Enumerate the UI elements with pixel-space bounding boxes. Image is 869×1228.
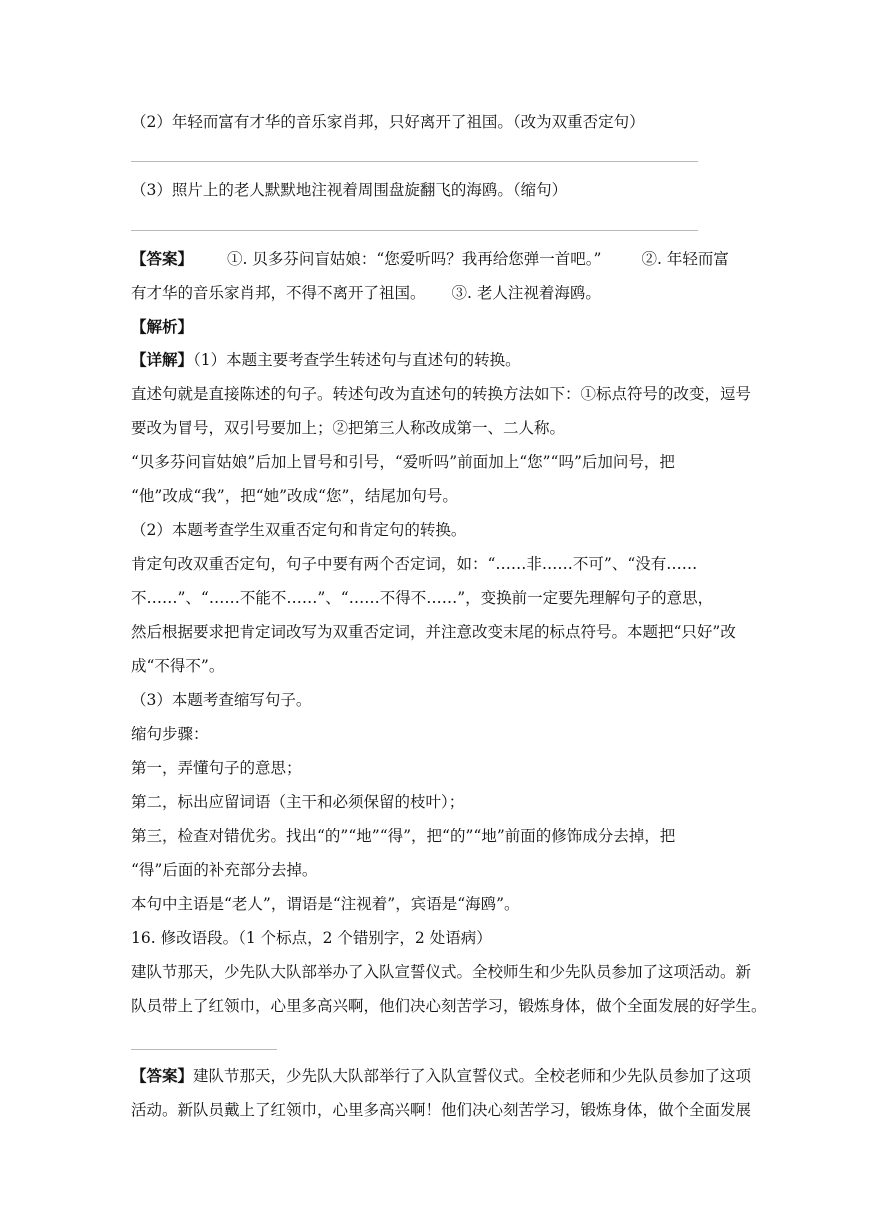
section-divider bbox=[131, 1049, 277, 1050]
detail-line: 成“不得不”。 bbox=[131, 657, 225, 675]
answer-16-text-1: 建队节那天，少先队大队部举行了入队宣誓仪式。全校老师和少先队员参加了这项 bbox=[193, 1067, 752, 1085]
answer-item-2-end: 有才华的音乐家肖邦，不得不离开了祖国。 bbox=[131, 284, 426, 302]
answer-label: 【答案】 bbox=[131, 1066, 194, 1085]
answer-line-3 bbox=[131, 230, 698, 231]
detail-line: 直述句就是直接陈述的句子。转述句改为直述句的转换方法如下：①标点符号的改变，逗号 bbox=[131, 385, 752, 403]
question-2: （2）年轻而富有才华的音乐家肖邦，只好离开了祖国。（改为双重否定句） bbox=[131, 113, 645, 131]
question-16-text-1: 建队节那天，少先队大队部举办了入队宣誓仪式。全校师生和少先队员参加了这项活动。新 bbox=[131, 963, 752, 981]
analysis-label: 【解析】 bbox=[131, 317, 194, 336]
question-16-title: 16. 修改语段。（1 个标点，2 个错别字，2 处语病） bbox=[131, 929, 492, 947]
detail-line: （3）本题考查缩写句子。 bbox=[131, 691, 312, 709]
answer-15-line-2 bbox=[131, 282, 601, 304]
question-16-text-2: 队员带上了红领巾，心里多高兴啊，他们决心刻苦学习，锻炼身体，做个全面发展的好学生。 bbox=[131, 997, 767, 1015]
detail-line: 不……”、“……不能不……”、“……不得不……”，变换前一定要先理解句子的意思， bbox=[131, 589, 714, 607]
answer-label: 【答案】 bbox=[131, 249, 194, 268]
detail-label: 【详解】 bbox=[131, 350, 194, 369]
detail-line: 肯定句改双重否定句，句子中要有两个否定词，如：“……非……不可”、“没有…… bbox=[131, 555, 698, 573]
question-3: （3）照片上的老人默默地注视着周围盘旋翻飞的海鸥。（缩句） bbox=[131, 181, 568, 199]
detail-line-1 bbox=[131, 349, 521, 371]
answer-item-3: ③. 老人注视着海鸥。 bbox=[451, 284, 601, 302]
detail-line: “他”改成“我”，把“她”改成“您”，结尾加句号。 bbox=[131, 487, 458, 505]
detail-line: 第二，标出应留词语（主干和必须保留的枝叶）； bbox=[131, 793, 465, 811]
detail-line: 然后根据要求把肯定词改写为双重否定词，并注意改变末尾的标点符号。本题把“只好”改 bbox=[131, 623, 736, 641]
detail-intro: （1）本题主要考查学生转述句与直述句的转换。 bbox=[193, 351, 521, 369]
answer-15-line-1 bbox=[131, 248, 729, 270]
answer-item-2-start: ②. 年轻而富 bbox=[641, 250, 729, 268]
detail-line: “贝多芬问盲姑娘”后加上冒号和引号，“爱听吗”前面加上“您”“吗”后加问号，把 bbox=[131, 453, 675, 471]
detail-line: “得”后面的补充部分去掉。 bbox=[131, 861, 318, 879]
answer-16-text-2: 活动。新队员戴上了红领巾，心里多高兴啊！他们决心刻苦学习，锻炼身体，做个全面发展 bbox=[131, 1101, 752, 1119]
detail-line: 缩句步骤： bbox=[131, 725, 209, 743]
detail-line: 第一，弄懂句子的意思； bbox=[131, 759, 302, 777]
detail-line: 本句中主语是“老人”，谓语是“注视着”，宾语是“海鸥”。 bbox=[131, 895, 520, 913]
answer-16-line-1 bbox=[131, 1065, 751, 1087]
detail-line: 要改为冒号，双引号要加上；②把第三人称改成第一、二人称。 bbox=[131, 419, 566, 437]
answer-line-2 bbox=[131, 161, 698, 162]
answer-item-1: ①. 贝多芬问盲姑娘：“您爱听吗？我再给您弹一首吧。” bbox=[227, 250, 602, 268]
detail-line: （2）本题考查学生双重否定句和肯定句的转换。 bbox=[131, 521, 467, 539]
detail-line: 第三，检查对错优劣。找出“的”“地”“得”，把“的”“地”前面的修饰成分去掉，把 bbox=[131, 827, 676, 845]
